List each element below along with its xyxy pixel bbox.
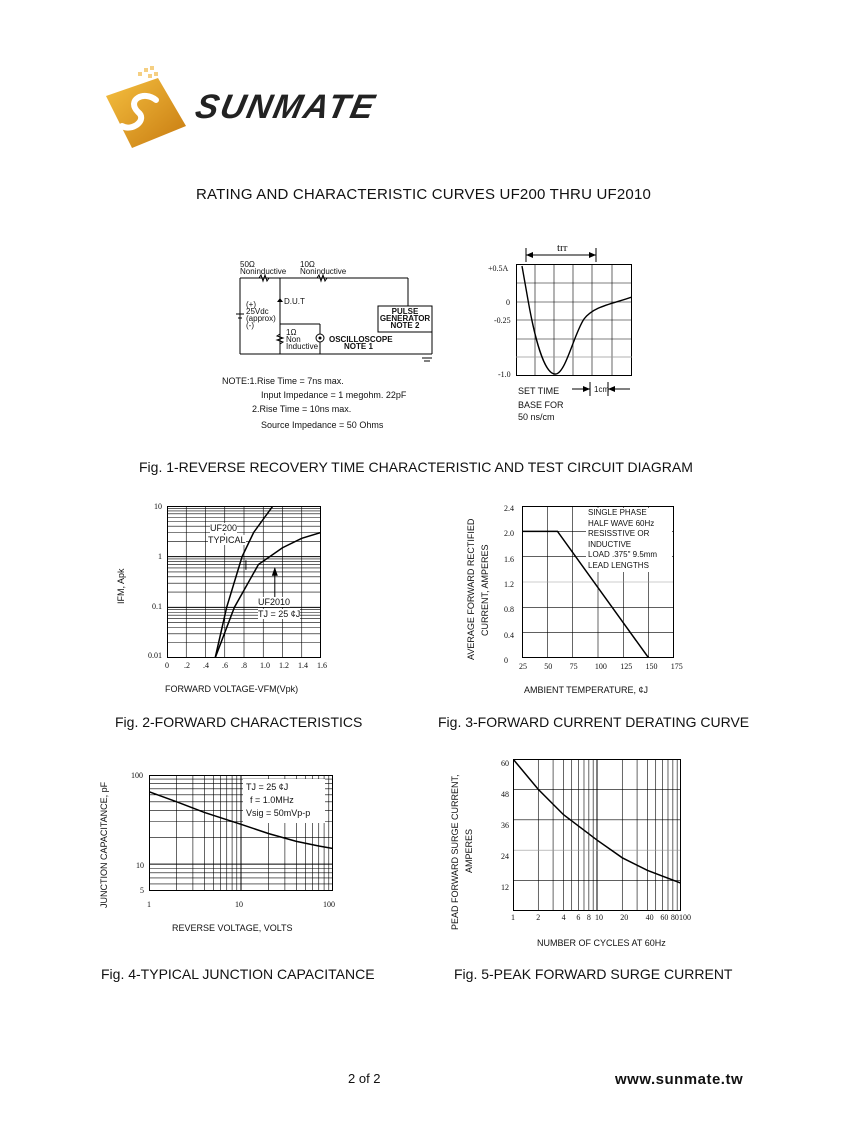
wave-y-0: 0 [506,298,510,307]
fig2-ytick: 1 [158,552,162,561]
set-time-line3: 50 ns/cm [518,412,555,422]
arrow-head [272,567,278,576]
fig4-xlabel: REVERSE VOLTAGE, VOLTS [172,923,293,933]
fig3-legend-line: INDUCTIVE [588,539,632,549]
r3-desc1: Non [286,335,301,344]
fig3-legend-line: HALF WAVE 60Hz [588,518,655,528]
fig3-ytick: 0 [504,655,508,665]
fig5-xtick: 8 [586,913,591,922]
logo [104,66,380,152]
fig5-surge-chart [513,759,681,911]
fig3-ytick: 0.4 [504,630,514,640]
r1-label: 50Ω [240,260,255,269]
r1-desc: Noninductive [240,267,287,276]
source-approx: (approx) [246,314,276,323]
fig3-ylabel-line2: CURRENT, AMPERES [480,544,490,636]
fig3-ytick: 1.2 [504,579,514,589]
fig3-legend-line: LEAD LENGTHS [588,560,649,570]
fig3-xtick: 100 [594,662,607,671]
fig4-ytick: 100 [131,771,143,780]
fig5-ylabel-line2: AMPERES [464,828,474,873]
fig3-ylabel-line1: AVERAGE FORWARD RECTIFIED [466,518,476,660]
note-3: 2.Rise Time = 10ns max. [252,404,352,414]
page-number: 2 of 2 [348,1071,381,1086]
fig4-xtick: 100 [323,900,335,909]
pulse-generator-line3: NOTE 2 [390,321,420,330]
fig4-legend-tj: TJ = 25 ¢J [246,782,289,792]
dut-label: D.U.T [284,297,305,306]
set-time-line1: SET TIME [518,386,560,396]
fig3-ytick: 0.8 [504,605,514,615]
fig3-xlabel: AMBIENT TEMPERATURE, ¢J [524,685,649,695]
fig2-ann-tj: TJ = 25 ¢J [258,609,301,619]
fig3-caption: Fig. 3-FORWARD CURRENT DERATING CURVE [438,714,750,730]
fig3-xtick: 50 [544,662,553,671]
fig2-xtick: 1.2 [279,661,289,670]
fig2-xtick: .6 [222,661,228,670]
fig2-xtick: 0 [165,661,169,670]
fig4-ytick: 10 [136,861,144,870]
fig4-ytick: 5 [140,886,144,895]
fig5-xlabel: NUMBER OF CYCLES AT 60Hz [537,938,666,948]
fig5-xtick: 80 [670,913,679,922]
fig2-ytick: 0.01 [148,651,162,660]
fig4-xtick: 10 [235,900,243,909]
fig3-xtick: 25 [519,662,527,671]
fig3-legend-line: RESISSTIVE OR [588,529,650,538]
fig5-xtick: 6 [576,913,581,922]
fig2-ytick: 0.1 [152,602,162,611]
fig2-xtick: 1.6 [317,661,327,670]
fig2-ann-typical: TYPICAL [208,535,246,545]
cm-label: 1cm [594,385,610,394]
fig3-ytick: 1.6 [504,554,514,564]
r2-label: 10Ω [300,260,315,269]
fig5-xtick: 100 [679,913,691,922]
fig3-xtick: 175 [670,662,683,671]
fig4-caption: Fig. 4-TYPICAL JUNCTION CAPACITANCE [101,966,375,982]
fig2-ann-uf2010: UF2010 [258,597,291,607]
r2-desc: Noninductive [300,267,347,276]
fig5-xtick: 10 [595,913,603,922]
fig4-capacitance-chart [149,775,333,891]
fig4-legend-vsig: Vsig = 50mVp-p [246,808,311,818]
note-2: Input Impedance = 1 megohm. 22pF [261,390,407,400]
fig2-forward-chart [167,506,321,658]
scope-note: NOTE 1 [344,342,373,351]
source-plus: (+) [246,300,256,309]
reverse-recovery-waveform [516,264,632,376]
scope-label: OSCILLOSCOPE [329,335,393,344]
note-4: Source Impedance = 50 Ohms [261,420,384,430]
logo-mark-icon [104,66,194,152]
fig5-xtick: 4 [561,913,566,922]
fig4-xtick: 1 [147,900,151,909]
fig5-xtick: 2 [536,913,541,922]
fig5-ytick: 24 [501,852,509,861]
note-1: NOTE:1.Rise Time = 7ns max. [222,376,344,386]
fig1-caption: Fig. 1-REVERSE RECOVERY TIME CHARACTERISTIC AND TEST CIRCUIT DIAGRAM [139,459,693,475]
fig2-xtick: 1.0 [260,661,270,670]
fig3-xtick: 125 [620,662,633,671]
fig2-ylabel: IFM, Apk [116,568,126,604]
brand-wordmark: SUNMATE [192,88,380,126]
r3-label: 1Ω [286,328,297,337]
fig2-xlabel: FORWARD VOLTAGE-VFM(Vpk) [165,684,299,694]
fig5-ytick: 12 [501,883,509,892]
website-url: www.sunmate.tw [615,1071,744,1088]
fig3-xtick: 150 [645,662,658,671]
pulse-generator-line2: GENERATOR [379,314,431,323]
fig5-caption: Fig. 5-PEAK FORWARD SURGE CURRENT [454,966,733,982]
fig5-xtick: 40 [645,913,654,922]
fig3-xtick: 75 [569,662,578,671]
source-minus: (-) [246,321,254,330]
pulse-generator-line1: PULSE [391,307,419,316]
fig2-xtick: .2 [184,661,190,670]
fig3-legend-line: LOAD .375" 9.5mm [588,550,658,559]
fig5-ytick: 36 [501,821,509,830]
fig2-ann-uf200: UF200 [210,523,238,533]
fig5-xtick: 20 [620,913,629,922]
fig2-xtick: 1.4 [298,661,308,670]
page-title: RATING AND CHARACTERISTIC CURVES UF200 THRU UF2010 [195,186,652,203]
wave-y-minus025: -0.25 [494,316,511,325]
wave-y-plus05: +0.5A [488,264,509,273]
fig5-ylabel-line1: PEAD FORWARD SURGE CURRENT, [450,774,460,930]
fig3-ytick: 2.0 [504,529,514,539]
fig4-legend-f: f = 1.0MHz [250,795,294,805]
fig2-ytick: 10 [154,502,162,511]
fig3-ytick: 2.4 [504,504,514,513]
fig2-xtick: .4 [203,661,209,670]
fig5-ytick: 48 [501,790,509,799]
wave-y-minus10: -1.0 [498,370,511,379]
fig4-ylabel: JUNCTION CAPACITANCE, pF [99,781,109,908]
trr-label: trr [557,242,568,254]
r3-desc2: Inductive [286,342,319,351]
fig2-xtick: .8 [241,661,247,670]
fig5-ytick: 60 [501,759,509,768]
fig5-xtick: 60 [660,913,669,922]
fig2-caption: Fig. 2-FORWARD CHARACTERISTICS [115,714,363,730]
fig5-xtick: 1 [511,913,515,922]
source-value: 25Vdc [246,307,269,316]
set-time-line2: BASE FOR [518,400,564,410]
fig3-legend-line: SINGLE PHASE [588,508,647,517]
